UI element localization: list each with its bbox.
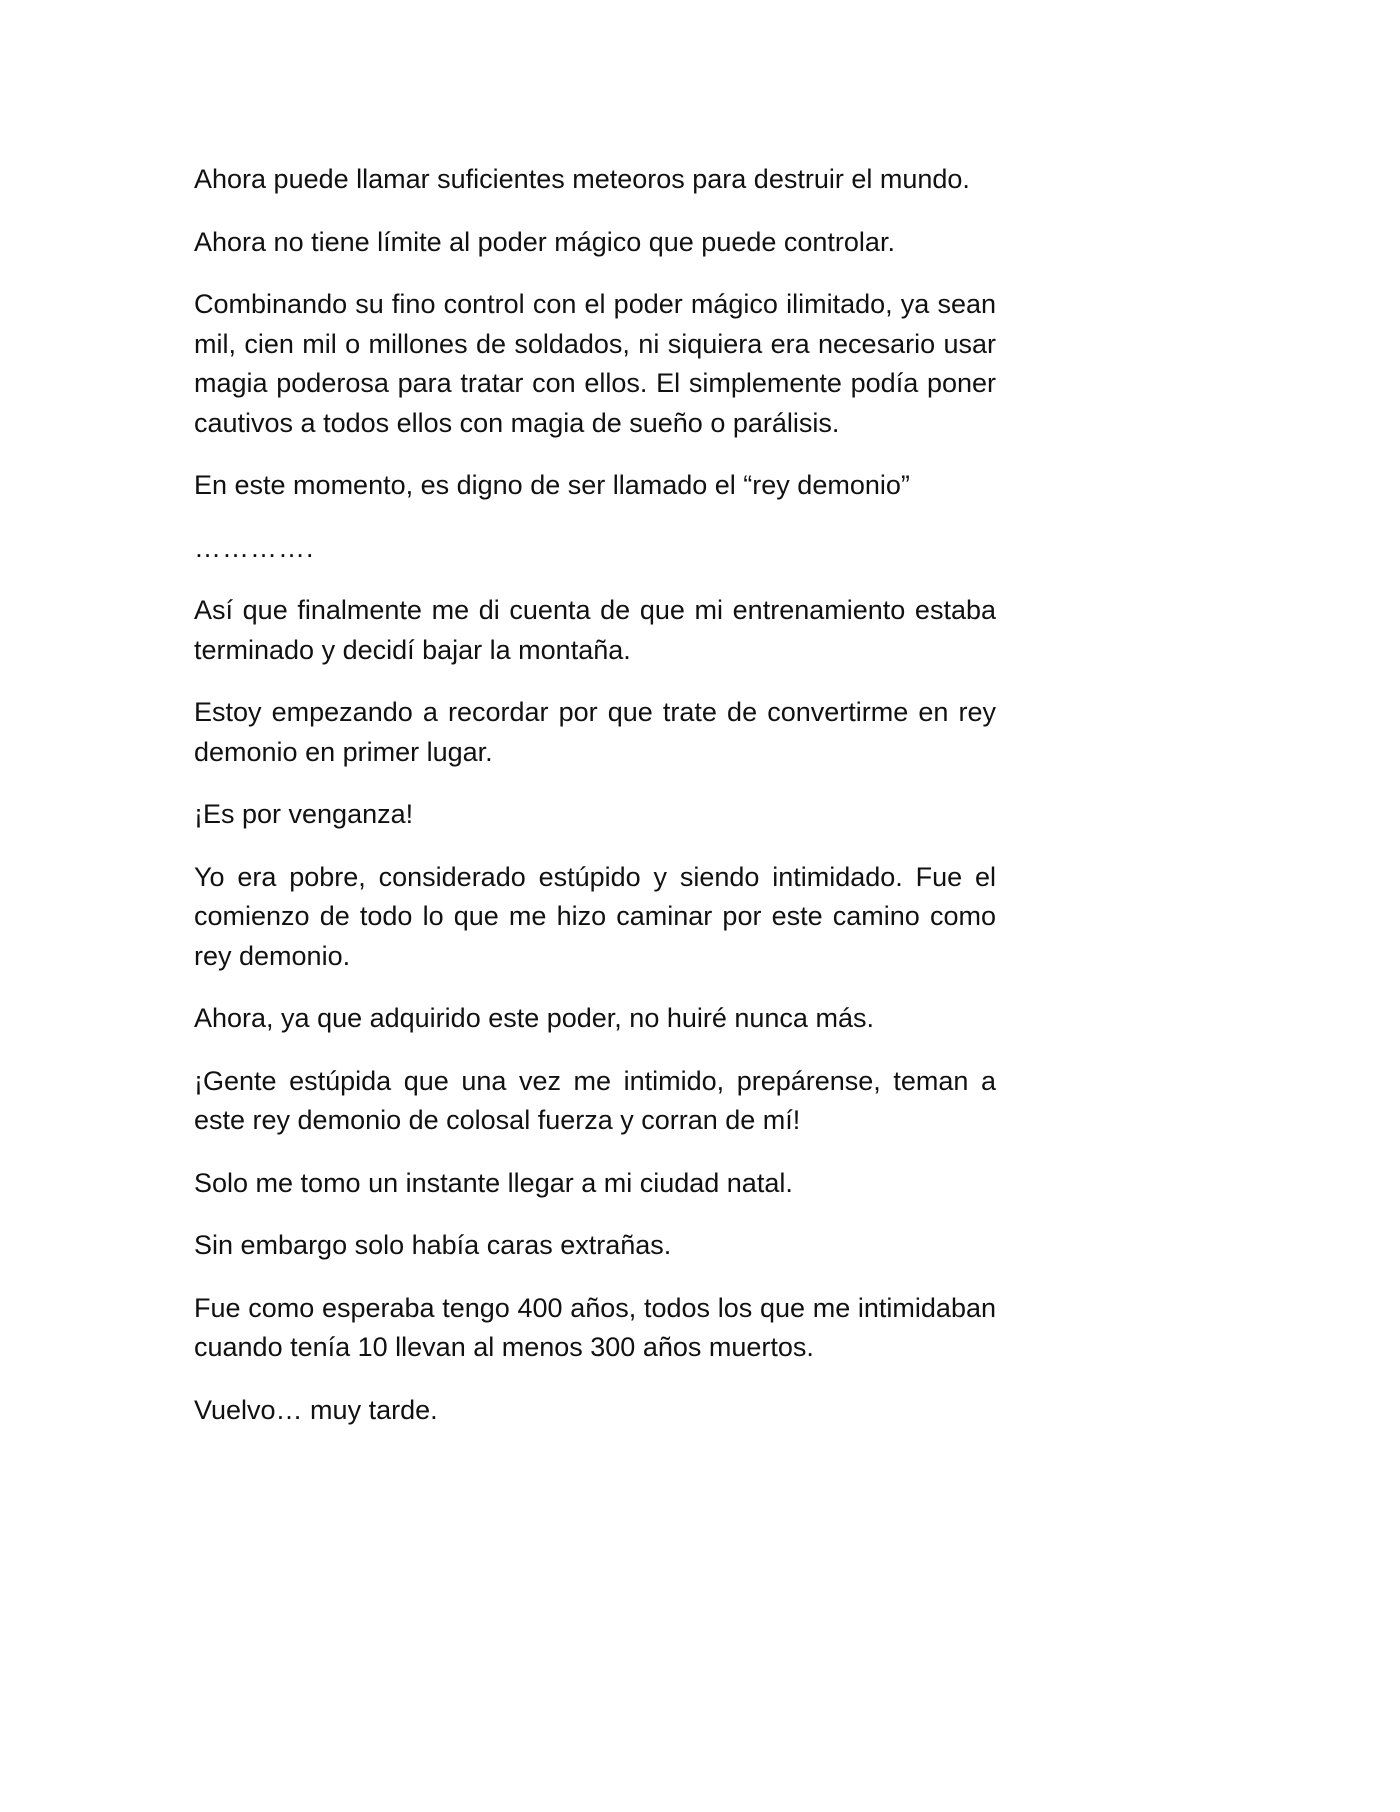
- paragraph-2: Ahora no tiene límite al poder mágico que puede controlar.: [194, 226, 895, 257]
- paragraph-7: ¡Es por venganza!: [194, 799, 414, 829]
- scene-break-dots: ………….: [194, 532, 315, 563]
- paragraph-4: En este momento, es digno de ser llamado el “rey demonio”: [194, 470, 910, 500]
- paragraph-10: ¡Gente estúpida que una vez me intimido, prepárense, teman a este rey demonio de colosal fuerza y corran de mí!: [194, 1065, 996, 1135]
- document-page: [194, 160, 996, 1453]
- paragraph-14: Vuelvo… muy tarde.: [194, 1394, 438, 1425]
- paragraph-12: Sin embargo solo había caras extrañas.: [194, 1230, 672, 1260]
- paragraph-1: Ahora puede llamar suficientes meteoros para destruir el mundo.: [194, 164, 970, 194]
- paragraph-11: Solo me tomo un instante llegar a mi ciudad natal.: [194, 1167, 793, 1198]
- paragraph-5: Así que finalmente me di cuenta de que mi entrenamiento estaba terminado y decidí bajar la montaña.: [194, 595, 996, 665]
- paragraph-3: Combinando su fino control con el poder mágico ilimitado, ya sean mil, cien mil o millones de soldados, ni siquiera era necesario usar magia poderosa para tratar con ellos. El simplemente podía poner cautivos a todos ellos con magia de sueño o parálisis.: [194, 289, 996, 438]
- paragraph-13: Fue como esperaba tengo 400 años, todos los que me intimidaban cuando tenía 10 llevan al menos 300 años muertos.: [194, 1292, 996, 1362]
- paragraph-6: Estoy empezando a recordar por que trate de convertirme en rey demonio en primer lugar.: [194, 697, 996, 767]
- paragraph-8: Yo era pobre, considerado estúpido y siendo intimidado. Fue el comienzo de todo lo que me hizo caminar por este camino como rey demonio.: [194, 861, 996, 971]
- paragraph-9: Ahora, ya que adquirido este poder, no huiré nunca más.: [194, 1003, 874, 1033]
